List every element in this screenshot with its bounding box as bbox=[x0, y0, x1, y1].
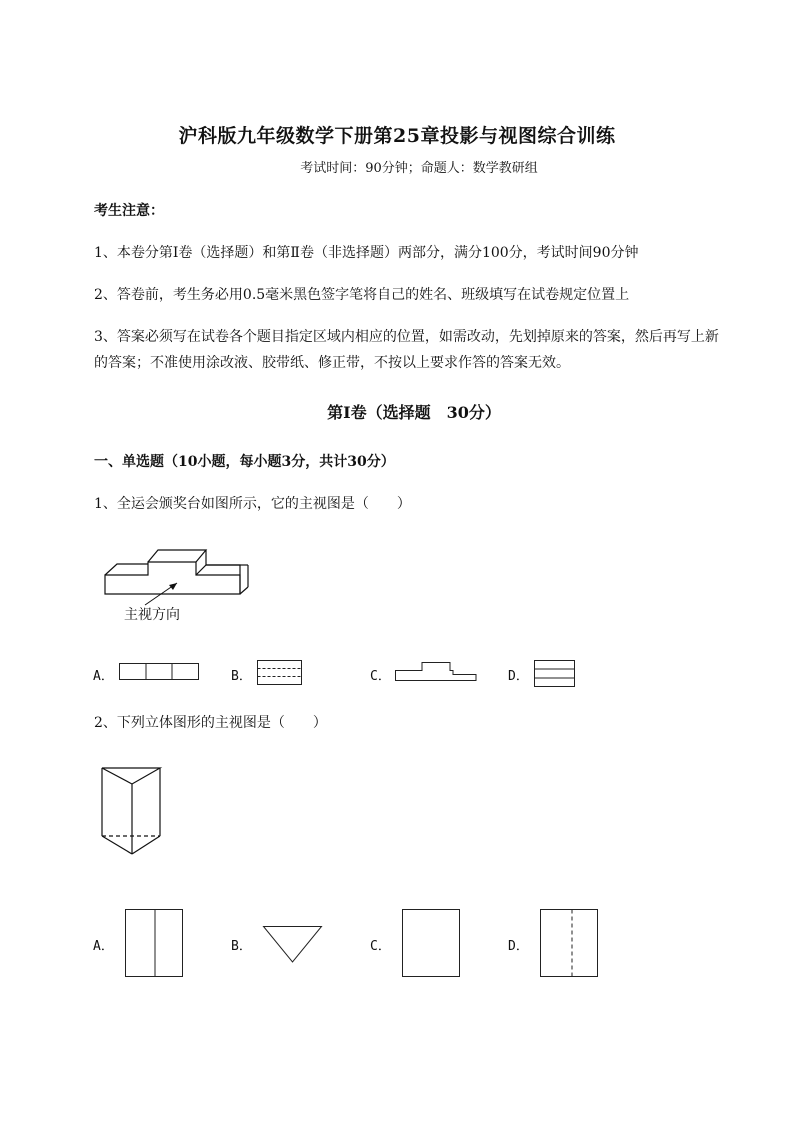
q1-option-d-figure bbox=[534, 660, 576, 688]
q1-option-a-label[interactable]: A． bbox=[93, 669, 114, 684]
q1-option-a-figure bbox=[119, 663, 199, 681]
notice-item-2: 2、答卷前，考生务必用0.5毫米黑色签字笔将自己的姓名、班级填写在试卷规定位置上 bbox=[94, 287, 630, 303]
view-direction-label: 主视方向 bbox=[124, 607, 180, 623]
notice-item-1: 1、本卷分第Ⅰ卷（选择题）和第Ⅱ卷（非选择题）两部分，满分100分，考试时间90分钟 bbox=[94, 245, 639, 261]
q2-option-d-label[interactable]: D． bbox=[508, 939, 529, 954]
page-title: 沪科版九年级数学下册第25章投影与视图综合训练 bbox=[178, 125, 616, 147]
exam-info: 考试时间：90分钟；命题人：数学教研组 bbox=[300, 161, 538, 176]
q2-option-b-label[interactable]: B． bbox=[231, 939, 252, 954]
notice-heading: 考生注意： bbox=[94, 203, 164, 219]
q2-option-a-figure bbox=[125, 909, 185, 979]
q1-option-b-label[interactable]: B． bbox=[231, 669, 252, 684]
q1-option-d-label[interactable]: D． bbox=[508, 669, 529, 684]
triangular-prism-figure bbox=[100, 766, 164, 858]
q2-option-a-label[interactable]: A． bbox=[93, 939, 114, 954]
q1-option-c-label[interactable]: C． bbox=[370, 669, 391, 684]
notice-item-3-cont: 的答案；不准使用涂改液、胶带纸、修正带，不按以上要求作答的答案无效。 bbox=[94, 355, 570, 371]
question-2-text: 2、下列立体图形的主视图是（ ） bbox=[94, 715, 327, 731]
q1-option-b-figure bbox=[257, 660, 303, 686]
section-title: 第Ⅰ卷（选择题 30分） bbox=[327, 403, 501, 422]
question-1-text: 1、全运会颁奖台如图所示，它的主视图是（ ） bbox=[94, 496, 411, 512]
q2-option-d-figure bbox=[540, 909, 600, 979]
q2-option-c-label[interactable]: C． bbox=[370, 939, 391, 954]
part-heading: 一、单选题（10小题，每小题3分，共计30分） bbox=[94, 454, 395, 470]
q2-option-b-figure bbox=[263, 926, 323, 964]
q1-option-c-figure bbox=[395, 662, 479, 682]
q2-option-c-figure bbox=[402, 909, 462, 979]
notice-item-3: 3、答案必须写在试卷各个题目指定区域内相应的位置，如需改动，先划掉原来的答案，然后再写上新 bbox=[94, 329, 719, 345]
